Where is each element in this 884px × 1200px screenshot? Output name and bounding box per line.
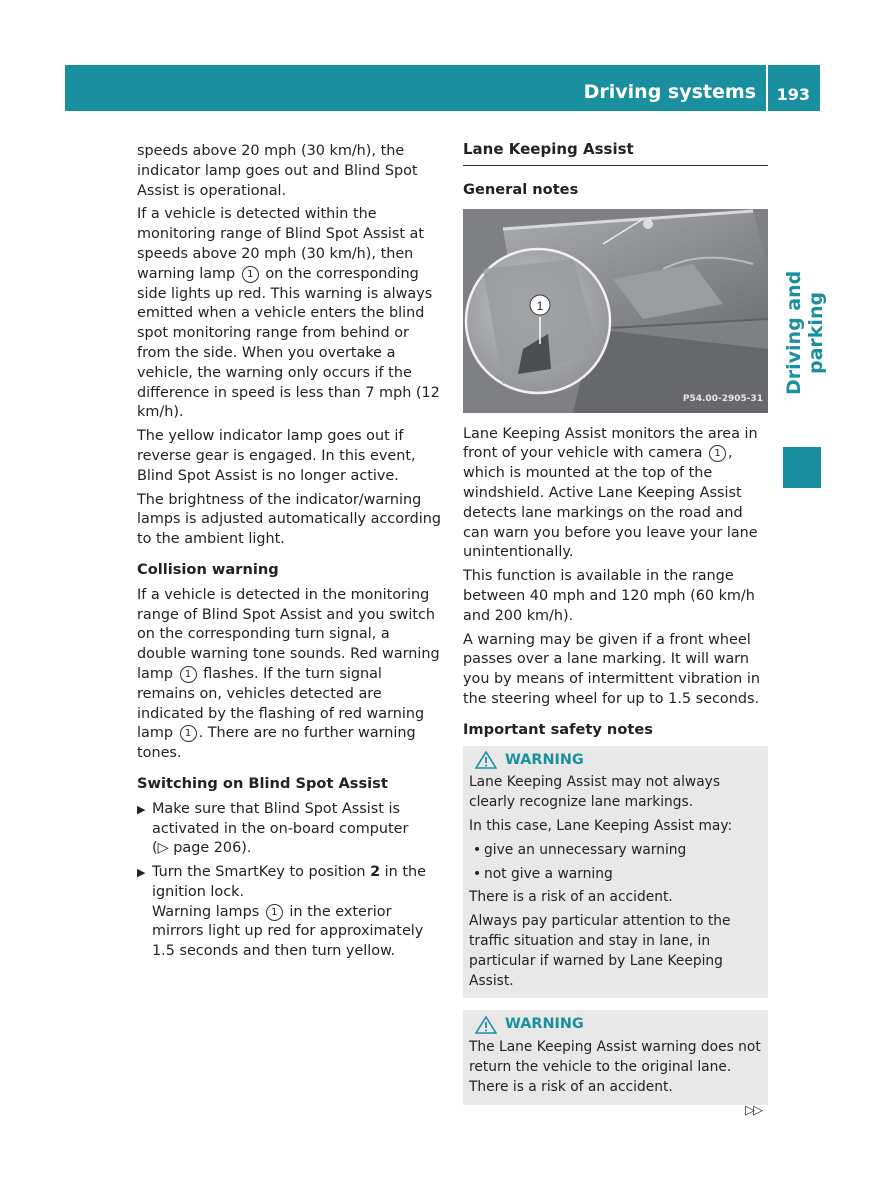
- text: Turn the SmartKey to position: [152, 864, 366, 881]
- paragraph: The yellow indicator lamp goes out if reverse gear is engaged. In this event, Blind Spot Assist is no longer active.: [137, 428, 416, 484]
- page-reference: (▷ page 206).: [152, 840, 252, 857]
- bullet-icon: •: [473, 865, 482, 882]
- warning-label: WARNING: [505, 751, 584, 768]
- text: If a vehicle is detected within the monitoring range of Blind Spot Assist at speeds above 20 mph (30 km/h), then warning lamp: [137, 206, 424, 282]
- paragraph: The brightness of the indicator/warning lamps is adjusted automatically according to the ambient light.: [137, 491, 442, 548]
- list-item: [473, 841, 762, 861]
- warning-text: In this case, Lane Keeping Assist may:: [469, 817, 733, 834]
- text: If a vehicle is detected in the monitoring range of Blind Spot Assist and you switch on the corresponding turn signal, a double warning tone sounds. Red warning lamp: [137, 586, 440, 682]
- text: Lane Keeping Assist monitors the area in front of your vehicle with camera: [463, 425, 758, 462]
- text: Make sure that Blind Spot Assist is activated in the on-board computer: [152, 800, 409, 837]
- warning-header: [469, 751, 762, 771]
- warning-text: Always pay particular attention to the traffic situation and stay in lane, in particular if warned by Lane Keeping Assist.: [469, 913, 731, 989]
- paragraph: [137, 205, 443, 423]
- windshield-illustration: [463, 209, 768, 413]
- warning-box: [463, 1010, 768, 1104]
- step-item: [137, 800, 443, 859]
- marker-1-icon: 1: [242, 266, 259, 283]
- text: in the ignition lock.: [152, 864, 426, 900]
- collision-warning-heading: Collision warning: [137, 560, 279, 578]
- text: not give a warning: [484, 865, 613, 882]
- list-item: [473, 865, 762, 885]
- warning-triangle-icon: [475, 1016, 497, 1034]
- text: in the exterior mirrors light up red for approximately 1.5 seconds and then turn yellow.: [152, 903, 424, 960]
- paragraph: speeds above 20 mph (30 km/h), the indicator lamp goes out and Blind Spot Assist is operational.: [137, 143, 418, 199]
- warning-text: The Lane Keeping Assist warning does not return the vehicle to the original lane. There is a risk of an accident.: [469, 1039, 761, 1095]
- position-number: 2: [370, 864, 381, 881]
- continues-arrow-icon: ▷▷: [745, 1103, 761, 1118]
- warning-triangle-icon: [475, 751, 497, 769]
- right-column: [463, 140, 768, 1117]
- text: give an unnecessary warning: [484, 841, 687, 858]
- paragraph: This function is available in the range between 40 mph and 120 mph (60 km/h and 200 km/h).: [463, 568, 755, 624]
- warning-box: [463, 746, 768, 999]
- safety-notes-heading: Important safety notes: [463, 720, 653, 738]
- page-number: 193: [776, 85, 810, 104]
- warning-label: WARNING: [505, 1016, 584, 1033]
- step-arrow-icon: ▶: [137, 866, 146, 880]
- text: . There are no further warning tones.: [137, 725, 416, 762]
- text: on the corresponding side lights up red. This warning is always emitted when a vehicle enters the blind spot monitoring range from behind or from the side. When you overtake a vehicle, the warning only occurs if the difference in speed is less than 7 mph (12 km/h).: [137, 265, 440, 421]
- header-divider: [766, 65, 768, 111]
- switching-on-heading: Switching on Blind Spot Assist: [137, 774, 388, 792]
- side-tab: [783, 228, 827, 438]
- text: flashes. If the turn signal remains on, vehicles detected are indicated by the flashing of red warning lamp: [137, 665, 425, 742]
- bullet-icon: •: [473, 841, 482, 858]
- marker-1-icon: 1: [180, 666, 197, 683]
- text: , which is mounted at the top of the windshield. Active Lane Keeping Assist detects lane markings on the road and can warn you before you leave your lane unintentionally.: [463, 445, 758, 561]
- paragraph: [137, 586, 443, 764]
- figure-code: P54.00-2905-31: [682, 393, 763, 404]
- section-title: Lane Keeping Assist: [463, 140, 768, 166]
- page-header-title: Driving systems: [583, 81, 756, 103]
- warning-text: There is a risk of an accident.: [469, 889, 673, 906]
- step-arrow-icon: ▶: [137, 802, 146, 816]
- paragraph: [463, 425, 768, 564]
- marker-1-icon: 1: [266, 904, 283, 921]
- left-column: [137, 142, 443, 966]
- general-notes-heading: General notes: [463, 180, 579, 198]
- paragraph: A warning may be given if a front wheel passes over a lane marking. It will warn you by means of intermittent vibration in the steering wheel for up to 1.5 seconds.: [463, 631, 760, 707]
- text: Warning lamps: [152, 903, 260, 920]
- marker-1-icon: 1: [180, 725, 197, 742]
- marker-1-icon: 1: [709, 445, 726, 462]
- figure-marker: 1: [536, 298, 544, 313]
- step-item: [137, 863, 443, 962]
- header-bar: [65, 65, 820, 111]
- windshield-camera-figure: [463, 209, 768, 413]
- side-tab-label: Driving and parking: [783, 270, 827, 396]
- warning-text: Lane Keeping Assist may not always clearly recognize lane markings.: [469, 774, 721, 811]
- side-tab-marker: [783, 447, 821, 488]
- warning-header: [469, 1015, 762, 1035]
